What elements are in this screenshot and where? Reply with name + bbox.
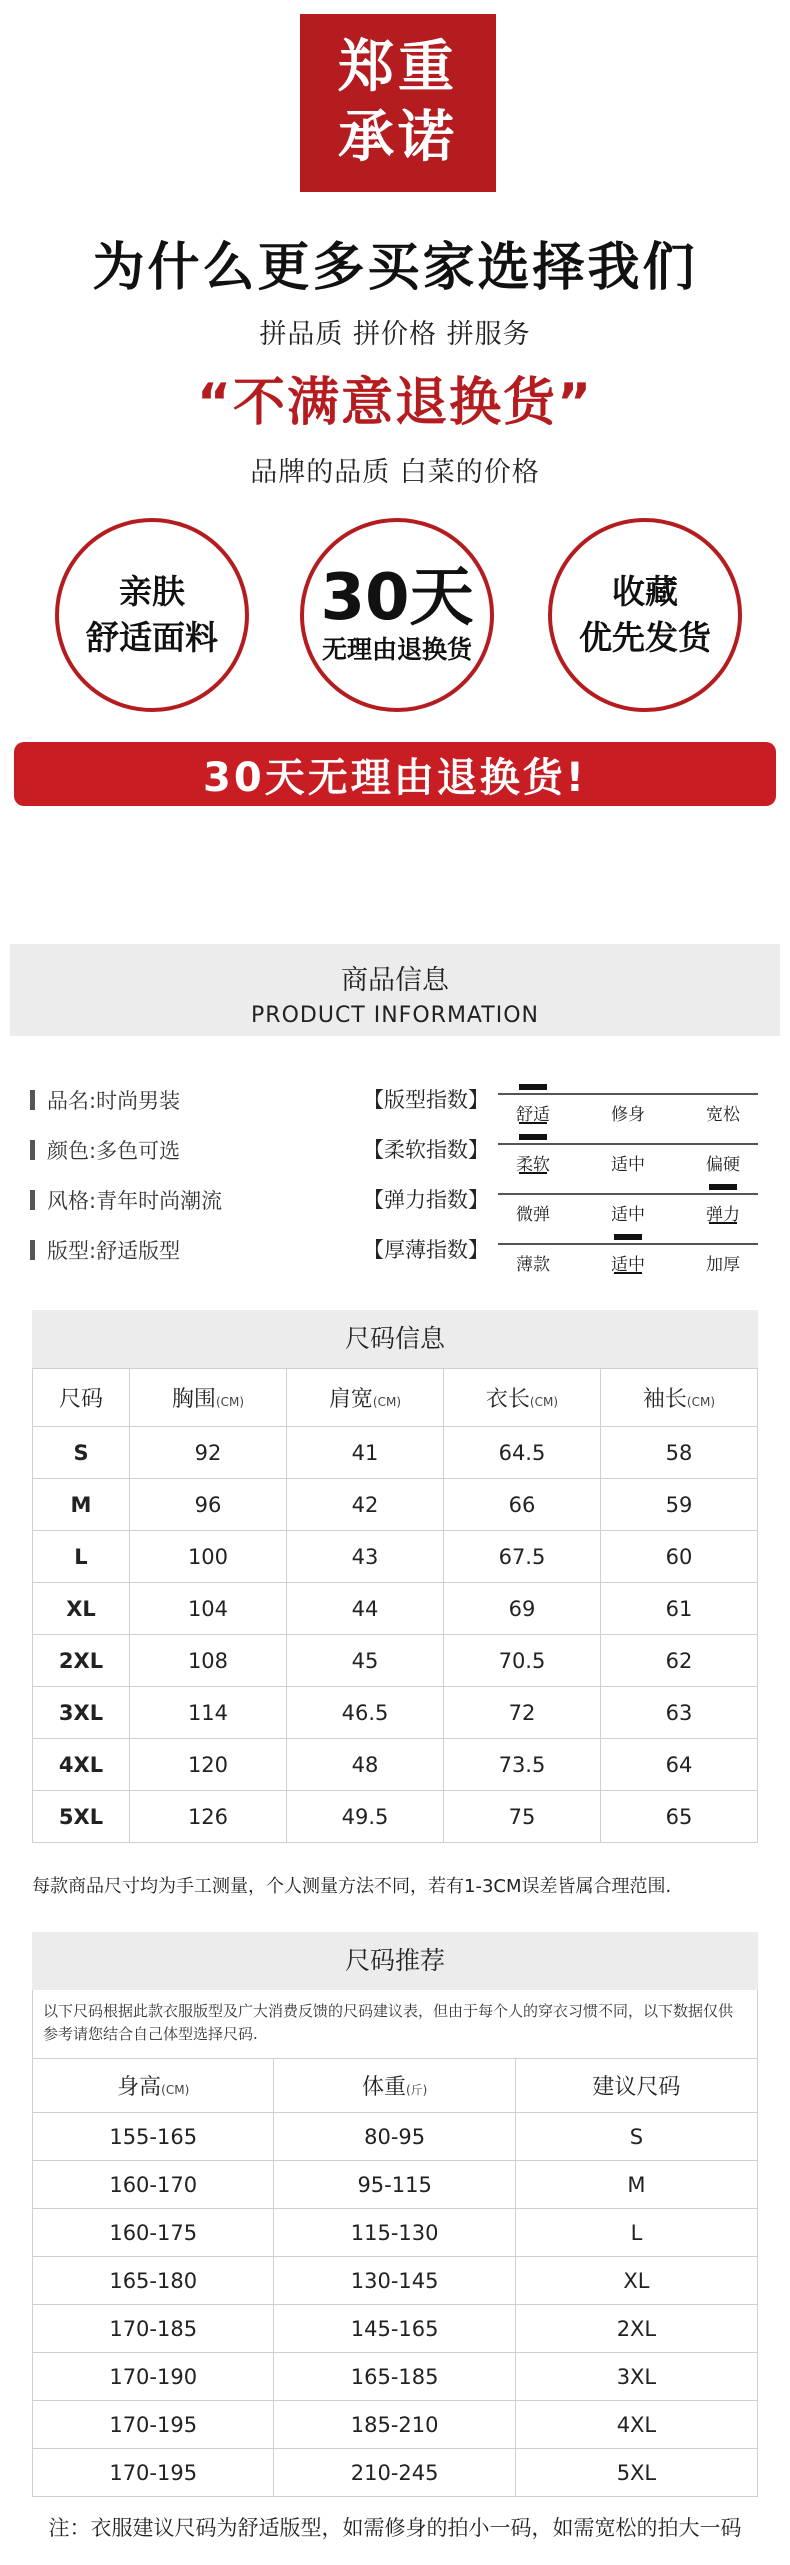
why-title: 为什么更多买家选择我们: [92, 238, 698, 298]
table-cell: 170-195: [33, 2449, 274, 2497]
table-cell: L: [33, 1531, 130, 1583]
column-header: 建议尺码: [515, 2059, 757, 2113]
column-header: 衣长(CM): [443, 1369, 600, 1427]
table-header-row: [33, 2059, 758, 2113]
column-header: 尺码: [33, 1369, 130, 1427]
seal-line-2: 承诺: [338, 105, 458, 170]
table-cell: 46.5: [286, 1687, 443, 1739]
table-cell: M: [33, 1479, 130, 1531]
attribute-label: 颜色:: [47, 1139, 97, 1163]
index-name: 【弹力指数】: [363, 1188, 489, 1212]
index-name: 【柔软指数】: [363, 1138, 489, 1162]
table-cell: 160-170: [33, 2161, 274, 2209]
table-cell: 3XL: [515, 2353, 757, 2401]
size-info-header: 尺码信息: [32, 1310, 758, 1368]
table-cell: 43: [286, 1531, 443, 1583]
feature-line-1: 收藏: [612, 572, 678, 611]
bullet-bar: [30, 1190, 35, 1210]
table-row: [33, 2401, 758, 2449]
table-row: [33, 2353, 758, 2401]
attribute-label: 版型:: [47, 1239, 97, 1263]
attribute-value: 多色可选: [96, 1139, 181, 1163]
table-row: [33, 2449, 758, 2497]
feature-circle-fabric: [55, 518, 249, 712]
bullet-bar: [30, 1090, 35, 1110]
bullet-bar: [30, 1140, 35, 1160]
column-header: 体重(斤): [274, 2059, 515, 2113]
table-cell: 44: [286, 1583, 443, 1635]
index-scale: [498, 1180, 758, 1230]
attribute-row: [30, 1185, 222, 1215]
attribute-row: [30, 1085, 180, 1115]
table-cell: 62: [600, 1635, 757, 1687]
table-cell: 155-165: [33, 2113, 274, 2161]
table-row: [33, 1531, 758, 1583]
table-cell: 80-95: [274, 2113, 515, 2161]
column-header: 肩宽(CM): [286, 1369, 443, 1427]
table-cell: 64.5: [443, 1427, 600, 1479]
table-row: [33, 2161, 758, 2209]
table-cell: 145-165: [274, 2305, 515, 2353]
scale-option: 加厚: [706, 1255, 740, 1275]
table-row: [33, 1427, 758, 1479]
slogan: 拼品质 拼价格 拼服务: [259, 319, 531, 350]
table-cell: 65: [600, 1791, 757, 1843]
table-cell: 170-185: [33, 2305, 274, 2353]
table-header-row: [33, 1369, 758, 1427]
feature-circle-favorite: [548, 518, 742, 712]
table-row: [33, 1687, 758, 1739]
scale-option: 宽松: [706, 1105, 740, 1125]
feature-line-2: 优先发货: [579, 618, 711, 657]
table-cell: S: [515, 2113, 757, 2161]
table-row: [33, 2257, 758, 2305]
table-cell: XL: [33, 1583, 130, 1635]
table-cell: 115-130: [274, 2209, 515, 2257]
table-cell: 95-115: [274, 2161, 515, 2209]
size-rec-intro: 以下尺码根据此款衣服版型及广大消费反馈的尺码建议表，但由于每个人的穿衣习惯不同，以下数据仅供参考请您结合自己体型选择尺码.: [32, 1990, 758, 2058]
table-cell: 66: [443, 1479, 600, 1531]
column-header: 袖长(CM): [600, 1369, 757, 1427]
promise-seal: [300, 14, 496, 192]
scale-option: 适中: [611, 1205, 645, 1225]
table-cell: 210-245: [274, 2449, 515, 2497]
index-name: 【版型指数】: [363, 1088, 489, 1112]
table-cell: 70.5: [443, 1635, 600, 1687]
brand-line: 品牌的品质 白菜的价格: [250, 457, 540, 488]
table-row: [33, 2113, 758, 2161]
attribute-row: [30, 1235, 180, 1265]
table-cell: 2XL: [515, 2305, 757, 2353]
table-cell: M: [515, 2161, 757, 2209]
scale-option: 适中: [611, 1155, 645, 1175]
scale-option: 弹力: [706, 1205, 740, 1225]
table-cell: 165-185: [274, 2353, 515, 2401]
table-cell: 96: [130, 1479, 287, 1531]
table-row: [33, 2209, 758, 2257]
index-scale: [498, 1230, 758, 1280]
scale-line: [498, 1143, 758, 1145]
table-row: [33, 1739, 758, 1791]
table-cell: 61: [600, 1583, 757, 1635]
table-cell: 64: [600, 1739, 757, 1791]
feature-line-2: 舒适面料: [86, 618, 218, 657]
table-cell: 69: [443, 1583, 600, 1635]
table-cell: 114: [130, 1687, 287, 1739]
scale-marker: [519, 1134, 547, 1140]
attribute-value: 青年时尚潮流: [96, 1189, 223, 1213]
table-row: [33, 1479, 758, 1531]
table-cell: 130-145: [274, 2257, 515, 2305]
scale-option: 薄款: [516, 1255, 550, 1275]
feature-line-1: 亲肤: [119, 572, 185, 611]
attribute-value: 舒适版型: [96, 1239, 181, 1263]
feature-line-1: 30天: [320, 561, 474, 635]
attribute-row: [30, 1135, 180, 1165]
table-cell: 63: [600, 1687, 757, 1739]
index-scale: [498, 1080, 758, 1130]
table-cell: 60: [600, 1531, 757, 1583]
size-rec-header: 尺码推荐: [32, 1932, 758, 1990]
table-cell: 170-190: [33, 2353, 274, 2401]
size-rec-footnote: 注：衣服建议尺码为舒适版型，如需修身的拍小一码，如需宽松的拍大一码: [48, 2516, 742, 2540]
table-cell: 75: [443, 1791, 600, 1843]
column-header: 身高(CM): [33, 2059, 274, 2113]
table-row: [33, 1635, 758, 1687]
index-scale: [498, 1130, 758, 1180]
table-cell: XL: [515, 2257, 757, 2305]
table-cell: 165-180: [33, 2257, 274, 2305]
scale-option: 适中: [611, 1255, 645, 1275]
size-info-table: [32, 1368, 758, 1843]
return-banner: 30天无理由退换货!: [14, 742, 776, 806]
table-cell: 73.5: [443, 1739, 600, 1791]
scale-line: [498, 1193, 758, 1195]
table-cell: L: [515, 2209, 757, 2257]
table-cell: 5XL: [33, 1791, 130, 1843]
product-info-header: [10, 944, 780, 1036]
table-cell: S: [33, 1427, 130, 1479]
return-quote: “不满意退换货”: [196, 373, 594, 433]
table-cell: 170-195: [33, 2401, 274, 2449]
table-cell: 120: [130, 1739, 287, 1791]
scale-option: 偏硬: [706, 1155, 740, 1175]
table-cell: 72: [443, 1687, 600, 1739]
table-cell: 4XL: [515, 2401, 757, 2449]
table-cell: 48: [286, 1739, 443, 1791]
seal-line-1: 郑重: [338, 35, 458, 100]
scale-line: [498, 1093, 758, 1095]
column-header: 胸围(CM): [130, 1369, 287, 1427]
feature-line-2: 无理由退换货: [321, 635, 472, 664]
table-cell: 67.5: [443, 1531, 600, 1583]
scale-marker: [519, 1084, 547, 1090]
index-name: 【厚薄指数】: [363, 1238, 489, 1262]
table-cell: 3XL: [33, 1687, 130, 1739]
table-cell: 126: [130, 1791, 287, 1843]
table-cell: 58: [600, 1427, 757, 1479]
scale-option: 微弹: [516, 1205, 550, 1225]
table-cell: 185-210: [274, 2401, 515, 2449]
product-info-subtitle: PRODUCT INFORMATION: [251, 1003, 539, 1028]
table-cell: 59: [600, 1479, 757, 1531]
attribute-value: 时尚男装: [96, 1089, 181, 1113]
table-cell: 49.5: [286, 1791, 443, 1843]
table-cell: 2XL: [33, 1635, 130, 1687]
scale-marker: [709, 1184, 737, 1190]
table-cell: 104: [130, 1583, 287, 1635]
table-cell: 100: [130, 1531, 287, 1583]
table-row: [33, 1791, 758, 1843]
feature-circle-return: [300, 518, 494, 712]
scale-option: 舒适: [516, 1105, 550, 1125]
scale-option: 修身: [611, 1105, 645, 1125]
scale-option: 柔软: [516, 1155, 550, 1175]
attribute-label: 风格:: [47, 1189, 97, 1213]
size-rec-table: [32, 2058, 758, 2497]
scale-marker: [614, 1234, 642, 1240]
attribute-label: 品名:: [47, 1089, 97, 1113]
product-info-title: 商品信息: [341, 965, 449, 996]
table-cell: 108: [130, 1635, 287, 1687]
size-note: 每款商品尺寸均为手工测量，个人测量方法不同，若有1-3CM误差皆属合理范围.: [32, 1876, 672, 1897]
table-cell: 45: [286, 1635, 443, 1687]
table-cell: 160-175: [33, 2209, 274, 2257]
table-cell: 5XL: [515, 2449, 757, 2497]
table-cell: 92: [130, 1427, 287, 1479]
scale-line: [498, 1243, 758, 1245]
table-cell: 42: [286, 1479, 443, 1531]
bullet-bar: [30, 1240, 35, 1260]
table-cell: 41: [286, 1427, 443, 1479]
table-cell: 4XL: [33, 1739, 130, 1791]
table-row: [33, 1583, 758, 1635]
table-row: [33, 2305, 758, 2353]
